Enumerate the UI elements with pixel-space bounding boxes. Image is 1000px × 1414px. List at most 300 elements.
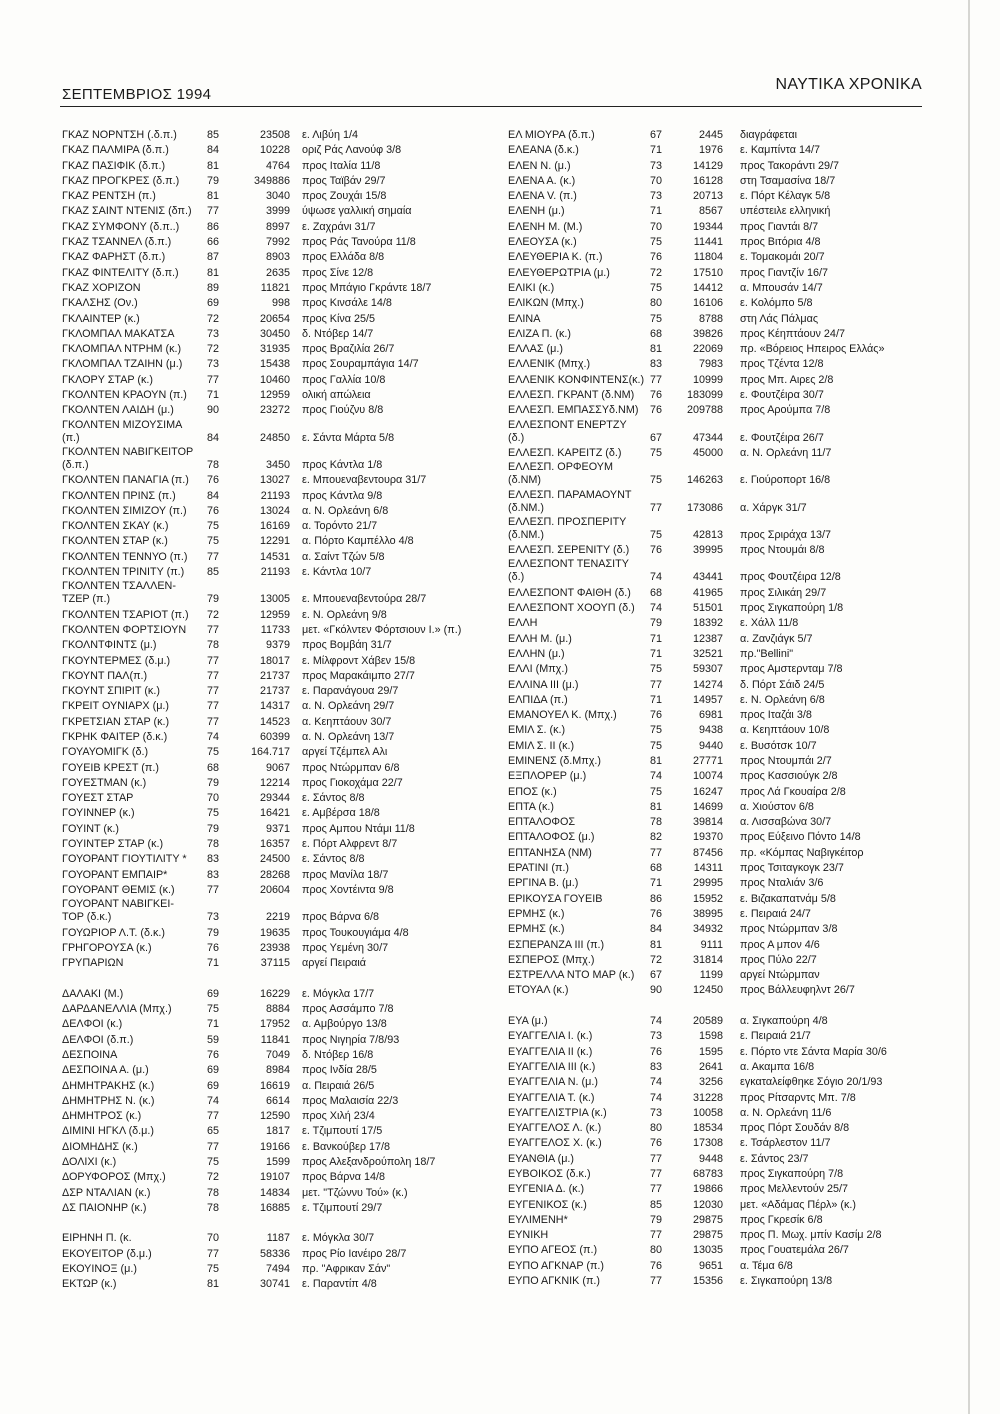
ship-tonnage: 10999: [692, 373, 723, 386]
ship-name: ΕΥΑΝΘΙΑ (μ.): [508, 1152, 575, 1165]
ship-name: ΓΚΑΖ ΣΑΙΝΤ ΝΤΕΝΙΣ (δπ.): [62, 205, 192, 218]
ship-tonnage: 14412: [692, 281, 723, 294]
ship-name: ΓΚΟΥΝΤΕΡΜΕΣ (δ.μ.): [62, 654, 171, 667]
ship-tonnage: 42813: [692, 528, 723, 541]
ship-tonnage: 998: [271, 297, 290, 310]
ship-name: ΕΥΑΓΓΕΛΙΑ Ν. (μ.): [508, 1076, 598, 1089]
ship-name: ΓΟΥΙΝΝΕΡ (κ.): [62, 807, 135, 820]
ship-entry: [62, 1140, 454, 1155]
ship-age: 71: [650, 877, 663, 890]
ship-tonnage: 209788: [686, 404, 723, 417]
ship-tonnage: 17510: [692, 266, 723, 279]
ship-entry: [62, 926, 454, 941]
ship-age: 77: [207, 550, 220, 563]
ship-tonnage: 11441: [693, 236, 723, 249]
ship-name: ΓΚΑΖ ΠΑΣΙΦΙΚ (δ.π.): [62, 159, 166, 172]
ship-tonnage: 14317: [259, 700, 290, 713]
ship-name: ΕΛΕΟΥΣΑ (κ.): [508, 236, 577, 249]
ship-tonnage: 21193: [260, 489, 290, 502]
ship-entry: [508, 473, 916, 488]
ship-age: 71: [650, 693, 663, 706]
ship-status: ε. Πόρτ Αλφρεντ 8/7: [302, 838, 398, 851]
ship-status: α. Αμβούργο 13/8: [302, 1018, 387, 1031]
ship-name: ΓΡΗΓΟΡΟΥΣΑ (κ.): [62, 941, 152, 954]
ship-status: προς Ρίο Ιανέιρο 28/7: [302, 1247, 407, 1260]
ship-entry: [62, 312, 454, 327]
ship-status: προς Εύξεινο Πόντο 14/8: [740, 831, 861, 844]
ship-age: 80: [650, 1244, 663, 1257]
ship-status: ε. Λιβύη 1/4: [302, 129, 358, 141]
ship-tonnage: 20713: [692, 190, 723, 203]
ship-age: 69: [207, 297, 220, 310]
ship-tonnage: 24850: [259, 431, 290, 444]
ship-tonnage: 20654: [259, 312, 290, 325]
ship-entry: [508, 800, 916, 815]
ship-age: 78: [207, 1186, 220, 1199]
ship-tonnage: 15356: [692, 1275, 723, 1288]
ship-age: 72: [207, 1171, 220, 1184]
ship-tonnage: 1976: [698, 144, 723, 157]
ship-status: προς Κάντλα 9/8: [302, 489, 383, 502]
ship-status: α. Σαίντ Τζών 5/8: [302, 550, 385, 563]
ship-status: προς Τσιταγκογκ 23/7: [740, 862, 844, 875]
ship-entry: [62, 1201, 454, 1216]
ship-age: 73: [207, 358, 220, 371]
ship-age: 69: [207, 1079, 220, 1092]
ship-tonnage: 14129: [692, 159, 723, 172]
ship-status: προς Ινδία 28/5: [302, 1064, 377, 1077]
ship-name: (π.): [62, 431, 80, 444]
ship-status: προς Λά Γκουαίρα 2/8: [740, 785, 846, 798]
ship-name: ΕΠΤΑΛΟΦΟΣ: [508, 816, 576, 829]
ship-age: 76: [650, 1045, 663, 1058]
ship-name: ΓΚΟΥΝΤ ΠΑΛ(π.): [62, 669, 148, 682]
section-gap: [62, 971, 454, 986]
ship-name: (δ.ΝΜ.): [508, 501, 544, 514]
ship-entry: [62, 1094, 454, 1109]
ship-entry: [508, 1029, 916, 1044]
ship-name: ΓΚΛΟΜΠΑΛ ΜΑΚΑΤΣΑ: [62, 327, 175, 340]
ship-name: ΓΚΟΛΝΤΕΝ ΤΡΙΝΙΤΥ (π.): [62, 566, 185, 579]
ship-age: 68: [650, 586, 663, 599]
ship-tonnage: 14531: [259, 550, 290, 563]
ship-age: 73: [650, 190, 663, 203]
ship-name: ΓΚΑΖ ΧΟΡΙΖΟΝ: [62, 281, 141, 294]
ship-status: α. Ν. Ορλεάνη 6/8: [302, 504, 389, 517]
ship-name: ΓΡΥΠΑΡΙΩΝ: [62, 957, 124, 970]
ship-tonnage: 12959: [259, 389, 290, 402]
ship-entry: [62, 489, 454, 504]
ship-name: ΕΛΛΗ Μ. (μ.): [508, 632, 572, 645]
ship-age: 75: [207, 1156, 220, 1168]
ship-age: 70: [207, 1232, 220, 1245]
ship-status: α. Τορόντο 21/7: [302, 520, 378, 533]
ship-age: 78: [207, 639, 220, 652]
ship-status: ε. Σάντος 23/7: [740, 1152, 809, 1165]
ship-age: 71: [650, 144, 663, 157]
ship-list-left-column: [62, 128, 462, 1293]
ship-status: ε. Τσάρλεστον 11/7: [740, 1137, 831, 1150]
ship-status: ε. Πόρτο ντε Σάντα Μαρία 30/6: [740, 1045, 887, 1058]
ship-entry: [508, 632, 916, 647]
ship-age: 76: [650, 1137, 663, 1150]
ship-tonnage: 8984: [265, 1064, 290, 1077]
ship-name: ΕΛΛΕΣΠ. ΓΚΡΑΝΤ (δ.ΝΜ): [508, 389, 635, 402]
ship-tonnage: 17308: [692, 1137, 723, 1150]
ship-tonnage: 14523: [259, 715, 290, 728]
ship-name: ΕΥΑΓΓΕΛΙΑ ΙΙ (κ.): [508, 1045, 593, 1058]
ship-entry: [508, 1014, 916, 1029]
ship-tonnage: 29344: [259, 792, 290, 805]
ship-tonnage: 9438: [698, 724, 723, 737]
publication-title: ΝΑΥΤΙΚΑ ΧΡΟΝΙΚΑ: [775, 76, 922, 93]
ship-name: ΓΚΑΖ ΠΑΛΜΙΡΑ (δ.π.): [62, 144, 169, 157]
ship-name: ΕΚΟΥΕΙΤΟΡ (δ.μ.): [62, 1247, 152, 1260]
ship-age: 79: [207, 174, 220, 187]
ship-age: 81: [207, 190, 220, 203]
ship-status: προς Κέηπτάουν 24/7: [740, 327, 845, 340]
ship-status: α. Σιγκαπούρη 4/8: [740, 1015, 828, 1028]
ship-tonnage: 10074: [692, 770, 723, 783]
ship-tonnage: 4764: [265, 159, 290, 172]
ship-name: ΔΑΡΔΑΝΕΛΛΙΑ (Μπχ.): [62, 1003, 172, 1016]
ship-entry: [508, 815, 916, 830]
ship-age: 75: [207, 746, 220, 759]
ship-name: ΔΗΜΗΤΡΑΚΗΣ (κ.): [62, 1079, 155, 1092]
ship-age: 76: [650, 544, 663, 557]
ship-name: ΓΟΥΕΣΤ ΣΤΑΡ: [62, 792, 134, 805]
ship-name: ΓΚΛΟΡΥ ΣΤΑΡ (κ.): [62, 373, 154, 386]
ship-status: αργεί Τζέμπελ Αλι: [302, 746, 388, 759]
ship-status: ε. Μόγκλα 30/7: [302, 1232, 375, 1245]
ship-status: ε. Τζιμπουτί 29/7: [302, 1201, 383, 1214]
ship-tonnage: 24500: [259, 853, 290, 866]
ship-entry: [62, 504, 454, 519]
ship-status: α. Πειραιά 26/5: [302, 1079, 375, 1092]
ship-status: προς Μαλαισία 22/3: [302, 1094, 399, 1107]
ship-entry: [508, 1198, 916, 1213]
ship-age: 65: [207, 1125, 220, 1138]
ship-age: 74: [207, 730, 220, 743]
ship-status: δ. Ντόβερ 16/8: [302, 1048, 374, 1061]
ship-name: ΕΛΛΑΣ (μ.): [508, 343, 563, 356]
ship-age: 86: [207, 220, 220, 233]
ship-entry: [62, 519, 454, 534]
ship-age: 77: [207, 669, 220, 682]
ship-entry: [62, 941, 454, 956]
ship-name: ΓΚΛΟΜΠΑΛ ΤΖΑΙΗΝ (μ.): [62, 358, 183, 371]
ship-age: 75: [207, 535, 220, 548]
ship-name: ΕΡΓΙΝΑ Β. (μ.): [508, 877, 579, 890]
ship-status: ε. Μπουεναβεντουρα 31/7: [302, 474, 427, 487]
ship-tonnage: 41965: [692, 586, 723, 599]
ship-age: 74: [207, 1094, 220, 1107]
ship-name: ΕΛΠΙΔΑ (π.): [508, 693, 568, 706]
ship-tonnage: 21737: [259, 669, 290, 682]
ship-status: προς Φουτζέιρα 12/8: [740, 571, 841, 584]
ship-status: προς Κινσάλε 14/8: [302, 297, 392, 310]
ship-name: ΕΛΛΙΝΑ ΙΙΙ (μ.): [508, 678, 579, 691]
ship-entry: [62, 403, 454, 418]
ship-entry: [508, 693, 916, 708]
ship-tonnage: 16357: [259, 838, 290, 851]
ship-name: ΕΛΕΝΑ V. (π.): [508, 190, 577, 203]
ship-status: προς Βιτόρια 4/8: [740, 236, 821, 249]
ship-tonnage: 6614: [265, 1094, 290, 1107]
ship-entry: [62, 669, 454, 684]
ship-name: ΕΥΠΟ ΑΓΕΟΣ (π.): [508, 1244, 598, 1257]
ship-entry: [508, 357, 916, 372]
ship-status: δ. Ντόβερ 14/7: [302, 327, 374, 340]
ship-entry: [62, 128, 454, 143]
ship-entry: [62, 837, 454, 852]
ship-tonnage: 1199: [699, 969, 723, 982]
ship-tonnage: 38995: [692, 907, 723, 920]
ship-name: ΓΚΟΛΝΤΕΝ ΠΑΝΑΓΙΑ (π.): [62, 474, 189, 487]
ship-name: ΓΚΡΗΚ ΦΑΙΤΕΡ (δ.κ.): [62, 730, 168, 743]
ship-tonnage: 43441: [692, 571, 723, 584]
ship-status: προς Κασσιούγκ 2/8: [740, 770, 838, 783]
ship-tonnage: 23938: [259, 941, 290, 954]
ship-age: 78: [650, 816, 663, 829]
ship-status: ε. Φουτζέιρα 30/7: [740, 389, 824, 402]
ship-status: α. Κεηπτάουν 30/7: [302, 715, 392, 728]
ship-entry: [62, 431, 454, 446]
ship-status: ε. Βιζακαπατνάμ 5/8: [740, 892, 836, 905]
ship-name: ΕΛΕΑΝΑ (δ.κ.): [508, 144, 579, 157]
ship-name: ΔΙΜΙΝΙ ΗΓΚΛ (δ.μ.): [62, 1125, 154, 1138]
ship-age: 71: [207, 389, 220, 402]
ship-age: 90: [650, 984, 663, 997]
ship-tonnage: 7992: [265, 236, 290, 249]
ship-entry: [508, 296, 916, 311]
ship-name: ΕΛΛΕΣΠΟΝΤ ΤΕΝΑΣΙΤΥ: [508, 558, 629, 571]
ship-tonnage: 22069: [692, 343, 723, 356]
ship-entry: [508, 830, 916, 845]
ship-age: 79: [207, 593, 220, 606]
ship-age: 83: [650, 358, 663, 371]
ship-age: 73: [650, 159, 663, 172]
ship-entry: [62, 159, 454, 174]
ship-tonnage: 30450: [259, 327, 290, 340]
ship-name: ΕΛΙΚΙ (κ.): [508, 281, 555, 294]
ship-tonnage: 28268: [259, 868, 290, 881]
ship-status: α. Ν. Ορλεάνη 11/7: [740, 446, 832, 459]
ship-entry: [508, 204, 916, 219]
ship-status: προς Ταϊβάν 29/7: [302, 174, 386, 187]
ship-status: α. Χάργκ 31/7: [740, 501, 807, 514]
ship-entry: [508, 601, 916, 616]
ship-tonnage: 10058: [692, 1106, 723, 1119]
ship-entry-name-line: [508, 489, 916, 501]
ship-name: ΓΚΟΥΝΤ ΣΠΙΡΙΤ (κ.): [62, 685, 160, 698]
ship-age: 79: [207, 822, 220, 835]
ship-status: ε. Ν. Ορλεάνη 6/8: [740, 693, 825, 706]
ship-entry: [508, 1228, 916, 1243]
ship-entry: [62, 1231, 454, 1246]
ship-age: 76: [650, 251, 663, 264]
ship-age: 81: [207, 159, 220, 172]
ship-entry: [62, 715, 454, 730]
ship-entry: [62, 761, 454, 776]
ship-name: ΕΛΕΥΘΕΡΙΑ Κ. (π.): [508, 251, 603, 264]
ship-entry: [508, 953, 916, 968]
ship-entry: [508, 1152, 916, 1167]
ship-name: ΓΚΟΛΝΤΕΝ ΚΡΑΟΥΝ (π.): [62, 389, 187, 402]
ship-tonnage: 13024: [259, 504, 290, 517]
ship-age: 73: [650, 1030, 663, 1043]
ship-status: προς Γκρεσίκ 6/8: [740, 1213, 823, 1226]
ship-entry: [62, 776, 454, 791]
ship-entry: [62, 266, 454, 281]
ship-tonnage: 6981: [698, 709, 723, 722]
ship-name: ΕΛΕΝΑ Α. (κ.): [508, 174, 576, 187]
ship-name: ΓΚΟΛΝΤΕΝ ΦΟΡΤΣΙΟΥΝ: [62, 623, 187, 636]
ship-entry: [508, 570, 916, 585]
ship-entry: [508, 342, 916, 357]
ship-age: 84: [207, 489, 220, 502]
ship-age: 75: [650, 739, 663, 752]
ship-name: ΕΥΑΓΓΕΛΟΣ Λ. (κ.): [508, 1122, 602, 1135]
ship-tonnage: 9111: [700, 938, 723, 951]
ship-entry: [508, 1136, 916, 1151]
ship-entry: [62, 987, 454, 1002]
ship-age: 75: [650, 446, 663, 459]
section-gap: [62, 1216, 454, 1231]
ship-name: ΔΑΛΑΚΙ (Μ.): [62, 987, 124, 1000]
ship-tonnage: 10460: [259, 373, 290, 386]
ship-name: ΕΥΑΓΓΕΛΙΑ Τ. (κ.): [508, 1091, 595, 1104]
ship-status: προς Νταλιάν 3/6: [740, 877, 824, 890]
ship-age: 77: [650, 1229, 663, 1242]
ship-entry: [62, 174, 454, 189]
ship-tonnage: 11804: [693, 251, 723, 264]
ship-status: προς Τουκουγιάμα 4/8: [302, 926, 409, 939]
ship-age: 76: [650, 404, 663, 417]
ship-name: ΓΟΥΕΣΤΜΑΝ (κ.): [62, 776, 147, 789]
ship-tonnage: 8997: [265, 220, 290, 233]
ship-tonnage: 12214: [259, 776, 290, 789]
ship-entry: [508, 189, 916, 204]
ship-tonnage: 3040: [265, 190, 290, 203]
ship-entry: [508, 938, 916, 953]
ship-name: ΕΥΠΟ ΑΓΚΝΙΚ (π.): [508, 1275, 600, 1288]
ship-entry: [62, 388, 454, 403]
ship-status: ε. Κάντλα 10/7: [302, 566, 372, 579]
ship-name: ΕΛΛΗ: [508, 617, 538, 630]
ship-status: πρ. «Κόμπας Ναβιγκέιτορ: [740, 846, 864, 859]
ship-entry: [62, 1262, 454, 1277]
ship-entry-name-line: [508, 558, 916, 570]
ship-status: α. Λισσαβώνα 30/7: [740, 816, 832, 829]
ship-name: ΕΛΛΕΣΠ. ΚΑΡΕΙΤΖ (δ.): [508, 446, 622, 459]
ship-age: 81: [207, 266, 220, 279]
ship-status: προς Πόρτ Σουδάν 8/8: [740, 1122, 850, 1135]
ship-age: 80: [650, 297, 663, 310]
ship-entry: [508, 907, 916, 922]
ship-name: ΔΕΛΦΟΙ (δ.π.): [62, 1033, 134, 1046]
ship-name: ΕΚΤΩΡ (κ.): [62, 1278, 117, 1291]
ship-tonnage: 2635: [265, 266, 290, 279]
ship-status: προς Π. Μωχ. μπίν Κασίμ 2/8: [740, 1229, 882, 1242]
ship-entry: [508, 1106, 916, 1121]
ship-name: ΕΛΙΚΩΝ (Μπχ.): [508, 297, 584, 310]
ship-name: ΕΥΓΕΝΙΑ Δ. (κ.): [508, 1183, 585, 1196]
ship-entry: [62, 250, 454, 265]
ship-status: προς Ελλάδα 8/8: [302, 251, 385, 264]
ship-name: ΔΟΡΥΦΟΡΟΣ (Μπχ.): [62, 1171, 166, 1184]
ship-entry: [508, 327, 916, 342]
ship-tonnage: 8567: [698, 205, 723, 218]
ship-entry-name-line: [62, 898, 454, 910]
ship-status: προς Σιγκαπούρη 1/8: [740, 602, 844, 615]
ship-entry: [508, 281, 916, 296]
ship-entry: [508, 403, 916, 418]
ship-age: 74: [650, 770, 663, 783]
ship-tonnage: 8788: [698, 312, 723, 325]
ship-age: 75: [650, 785, 663, 798]
ship-entry: [508, 785, 916, 800]
ship-status: προς Κίνα 25/5: [302, 312, 376, 325]
ship-age: 79: [650, 1213, 663, 1226]
ship-age: 68: [207, 761, 220, 774]
ship-status: μετ. «Γκόλντεν Φόρτσιουν Ι.» (π.): [302, 623, 462, 636]
ship-tonnage: 13005: [259, 593, 290, 606]
ship-tonnage: 16247: [692, 785, 723, 798]
ship-entry: [508, 647, 916, 662]
ship-age: 77: [650, 1275, 663, 1288]
ship-age: 75: [207, 1003, 220, 1016]
ship-name: ΓΚΑΖ ΦΙΝΤΕΛΙΤΥ (δ.π.): [62, 266, 179, 279]
ship-age: 81: [650, 343, 663, 356]
ship-entry: [508, 266, 916, 281]
ship-tonnage: 12590: [259, 1110, 290, 1123]
ship-age: 77: [207, 373, 220, 386]
ship-status: υπέστειλε ελληνική: [740, 205, 831, 218]
ship-tonnage: 349886: [253, 174, 290, 187]
ship-status: προς Χιλή 23/4: [302, 1110, 375, 1123]
ship-status: προς Βάρνα 6/8: [302, 911, 380, 924]
ship-name: ΓΚΟΛΝΤΕΝ ΤΣΑΛΛΕΝ-: [62, 580, 176, 593]
ship-entry: [508, 1045, 916, 1060]
ship-status: προς Ντώρμπαν 6/8: [302, 761, 400, 774]
ship-tonnage: 23508: [259, 129, 290, 141]
ship-status: α. Χιούστον 6/8: [740, 800, 814, 813]
ship-status: προς Ντώρμπαν 3/8: [740, 923, 838, 936]
ship-status: προς Ράς Τανούρα 11/8: [302, 236, 416, 249]
ship-status: προς Σιγκαπούρη 7/8: [740, 1168, 844, 1180]
ship-status: μετ. «Αδάμας Πέρλ» (κ.): [740, 1198, 856, 1211]
ship-age: 75: [650, 281, 663, 294]
ship-name: ΓΟΥΕΙΒ ΚΡΕΣΤ (π.): [62, 761, 159, 774]
ship-age: 77: [650, 1168, 663, 1180]
ship-age: 78: [207, 458, 220, 471]
ship-entry: [508, 678, 916, 693]
ship-age: 84: [207, 431, 220, 444]
ship-tonnage: 11733: [260, 623, 290, 636]
ship-entry: [62, 868, 454, 883]
ship-name: ΓΚΑΛΣΗΣ (Ον.): [62, 297, 138, 310]
ship-status: προς Μελλεντούν 25/7: [740, 1183, 849, 1196]
ship-age: 71: [207, 957, 220, 970]
ship-status: ε. Πειραιά 21/7: [740, 1030, 811, 1043]
ship-entry: [508, 754, 916, 769]
ship-name: ΔΙΟΜΗΔΗΣ (κ.): [62, 1140, 138, 1153]
ship-status: προς Αμστερνταμ 7/8: [740, 663, 843, 676]
ship-entry: [508, 1091, 916, 1106]
ship-entry: [62, 699, 454, 714]
ship-age: 71: [650, 205, 663, 218]
